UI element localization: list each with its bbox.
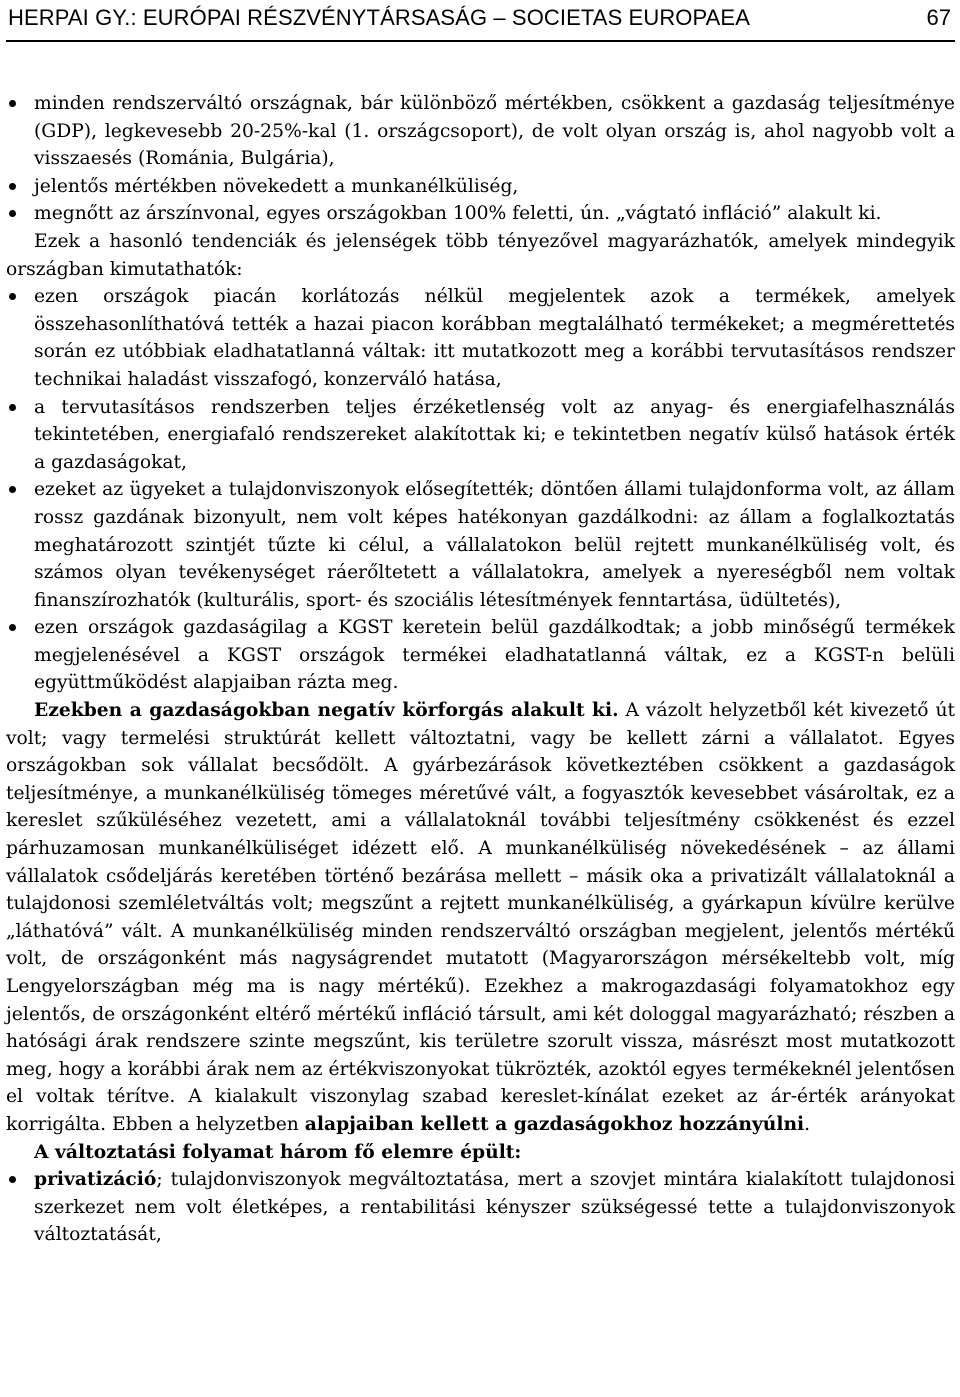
document-body — [6, 90, 955, 1249]
term-privatization: privatizáció — [34, 1168, 157, 1191]
list-causes — [6, 283, 955, 697]
section-heading: A változtatási folyamat három fő elemre épült: — [34, 1140, 522, 1163]
list-item: a tervutasításos rendszerben teljes érzéketlenség volt az anyag- és energiafelhasználás tekintetében, energiafaló rendszereket alakítottak ki; e tekintetben negatív külső hatások érték a gazdaságokat, — [6, 394, 955, 477]
header-title: HERPAI GY.: EURÓPAI RÉSZVÉNYTÁRSASÁG – SOCIETAS EUROPAEA — [8, 5, 750, 30]
list-item: minden rendszerváltó országnak, bár különböző mértékben, csökkent a gazdaság teljesítménye (GDP), legkevesebb 20-25%-kal (1. országcsoport), de volt olyan ország is, ahol nagyobb volt a visszaesés (Románia, Bulgária), — [6, 90, 955, 173]
paragraph-end: . — [804, 1113, 811, 1135]
list-effects — [6, 90, 955, 228]
running-header — [6, 0, 955, 42]
list-item: megnőtt az árszínvonal, egyes országokban 100% feletti, ún. „vágtató infláció” alakult ki. — [6, 200, 955, 228]
list-item — [6, 1166, 955, 1249]
bold-emphasis: alapjaiban kellett a gazdaságokhoz hozzányúlni — [304, 1112, 805, 1135]
list-item: ezen országok gazdaságilag a KGST keretein belül gazdálkodtak; a jobb minőségű termékek megjelenésével a KGST országok termékei eladhatatlanná váltak, ez a KGST-n belüli együttműködést alapjaiban rázta meg. — [6, 614, 955, 697]
paragraph-text: A vázolt helyzetből két kivezető út volt; vagy termelési struktúrát kellett változtatni, vagy be kellett zárni a vállalatot. Egyes országokban sok vállalat becsődölt. A gyárbezárások következtében csökkent a gazdaságok teljesítménye, a munkanélküliség tömeges méretűvé vált, a fogyasztók kevesebbet vásároltak, ez a kereslet szűküléséhez vezetett, ami a vállalatoknál további teljesítmény csökkenést és ezzel párhuzamosan munkanélküliséget idézett elő. A munkanélküliség növekedésének – az állami vállalatok csődeljárás keretében történő bezárása mellett – másik oka a privatizált vállalatoknál a tulajdonosi szemléletváltás volt; megszűnt a rejtett munkanélküliség, a gyárkapun kívülre kerülve „láthatóvá” vált. A munkanélküliség minden rendszerváltó országban megjelent, jelentős mértékű volt, de országonként más nagyságrendet mutatott (Magyarországon mérsékeltebb volt, míg Lengyelországban még ma is nagy mértékű). Ezekhez a makrogazdasági folyamatokhoz egy jelentős, de országonként eltérő mértékű infláció társult, ami két dologgal magyarázható; részben a hatósági árak rendszere szinte megszűnt, kis területre szorult vissza, másrészt most mutatkozott meg, hogy a korábbi árak nem az értékviszonyokat tükrözték, azoktól egyes termékeknél jelentősen el voltak térítve. A kialakult viszonylag szabad kereslet-kínálat ezeket az ár-érték arányokat korrigálta. Ebben a helyzetben — [6, 700, 955, 1135]
list-item: ezen országok piacán korlátozás nélkül megjelentek azok a termékek, amelyek összehasonlíthatóvá tették a hazai piacon korábban megtalálható termékeket; a megmérettetés során ez utóbbiak eladhatatlanná váltak: itt mutatkozott meg a korábbi tervutasításos rendszer technikai haladást visszafogó, konzerváló hatása, — [6, 283, 955, 393]
page-number: 67 — [926, 5, 951, 30]
term-description: ; tulajdonviszonyok megváltoztatása, mert a szovjet mintára kialakított tulajdonosi szerkezet nem volt életképes, a rentabilitási kényszer szükségessé tette a tulajdonviszonyok változtatását, — [34, 1169, 955, 1246]
bold-lead: Ezekben a gazdaságokban negatív körforgás alakult ki. — [34, 699, 619, 722]
list-item: ezeket az ügyeket a tulajdonviszonyok elősegítették; döntően állami tulajdonforma volt, az állam rossz gazdának bizonyult, nem volt képes hatékonyan gazdálkodni: az állam a foglalkoztatás meghatározott szintjét tűzte ki célul, a vállalatokon belül rejtett munkanélküliség volt, és számos olyan tevékenységet ráerőltetett a vállalatokra, amelyek a nyereségből nem voltak finanszírozhatók (kulturális, sport- és szociális létesítmények fenntartása, üdültetés), — [6, 476, 955, 614]
list-item: jelentős mértékben növekedett a munkanélküliség, — [6, 173, 955, 201]
list-elements — [6, 1166, 955, 1249]
paragraph-negative-cycle — [6, 697, 955, 1139]
paragraph-causes-intro: Ezek a hasonló tendenciák és jelenségek több tényezővel magyarázhatók, amelyek mindegyik országban kimutathatók: — [6, 230, 955, 280]
